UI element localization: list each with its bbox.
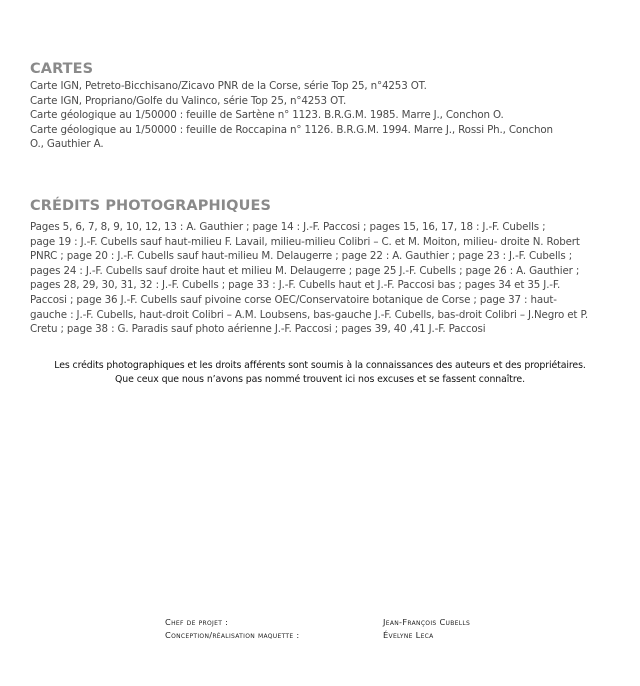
- credits-line: pages 24 : J.-F. Cubells sauf droite haut et milieu M. Delaugerre ; page 25 J.-F. Cubells ; page 26 : A. Gauthier ;: [30, 264, 580, 277]
- credits-paragraph: [30, 220, 606, 337]
- cartes-list: [30, 79, 606, 152]
- staff-name: Évelyne Leca: [383, 630, 434, 640]
- cartes-heading: CARTES: [30, 61, 94, 77]
- staff-name: Jean-François Cubells: [383, 617, 471, 627]
- cartes-line: Carte IGN, Petreto-Bicchisano/Zicavo PNR de la Corse, série Top 25, n°4253 OT.: [30, 80, 427, 92]
- staff-credits: [165, 616, 585, 642]
- credits-line: page 19 : J.-F. Cubells sauf haut-milieu F. Lavail, milieu-milieu Colibri – C. et M. Moiton, milieu- droite N. Robert: [30, 235, 580, 248]
- credits-line: gauche : J.-F. Cubells, haut-droit Colibri – A.M. Loubsens, bas-gauche J.-F. Cubells, bas-droit Colibri – J.Negro et P.: [30, 308, 589, 321]
- cartes-line: Carte géologique au 1/50000 : feuille de Roccapina n° 1126. B.R.G.M. 1994. Marre J., Rossi Ph., Conchon: [30, 123, 553, 136]
- credits-line: PNRC ; page 20 : J.-F. Cubells sauf haut-milieu M. Delaugerre ; page 22 : A. Gauthier ; page 23 : J.-F. Cubells ;: [30, 250, 573, 263]
- cartes-line: Carte IGN, Propriano/Golfe du Valinco, série Top 25, n°4253 OT.: [30, 94, 347, 107]
- staff-role: Chef de projet :: [165, 617, 229, 627]
- credits-heading: CRÉDITS PHOTOGRAPHIQUES: [30, 198, 272, 214]
- rights-notice: [0, 359, 640, 387]
- staff-row: [165, 616, 585, 629]
- credits-line: Cretu ; page 38 : G. Paradis sauf photo aérienne J.-F. Paccosi ; pages 39, 40 ,41 J.-F. Paccosi: [30, 323, 486, 336]
- staff-role: Conception/réalisation maquette :: [165, 630, 300, 640]
- cartes-line: O., Gauthier A.: [30, 138, 104, 151]
- rights-notice-line: Que ceux que nous n’avons pas nommé trouvent ici nos excuses et se fassent connaître.: [115, 374, 525, 385]
- rights-notice-line: Les crédits photographiques et les droits afférents sont soumis à la connaissances des auteurs et des propriétaires.: [54, 360, 586, 371]
- cartes-line: Carte géologique au 1/50000 : feuille de Sartène n° 1123. B.R.G.M. 1985. Marre J., Conchon O.: [30, 109, 504, 122]
- credits-line: pages 28, 29, 30, 31, 32 : J.-F. Cubells ; page 33 : J.-F. Cubells haut et J.-F. Paccosi bas ; pages 34 et 35 J.-F.: [30, 279, 561, 292]
- credits-line: Paccosi ; page 36 J.-F. Cubells sauf pivoine corse OEC/Conservatoire botanique de Corse ; page 37 : haut-: [30, 293, 557, 306]
- credits-line: Pages 5, 6, 7, 8, 9, 10, 12, 13 : A. Gauthier ; page 14 : J.-F. Paccosi ; pages 15, 16, 17, 18 : J.-F. Cubells ;: [30, 221, 546, 233]
- staff-row: [165, 629, 585, 642]
